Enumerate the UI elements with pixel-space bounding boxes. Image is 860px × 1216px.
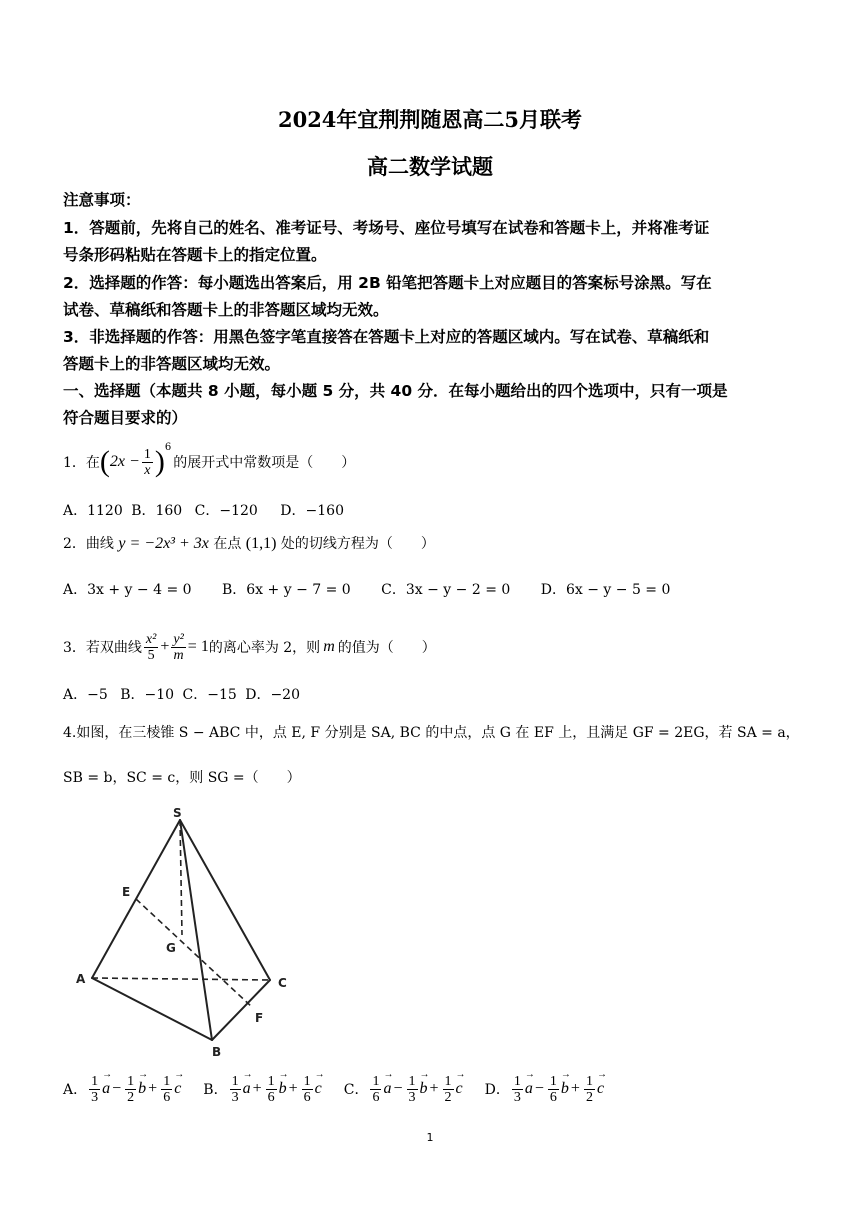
section-heading-line-2: 符合题目要求的） [63,409,188,427]
label-e: E [122,885,131,899]
notice-heading: 注意事项： [63,191,141,209]
q2-option-c: C．3x − y − 2 = 0 [381,582,511,598]
label-b: B [212,1045,222,1059]
q1-exponent: 6 [164,442,172,453]
label-a: A [76,972,86,986]
label-s: S [173,806,182,820]
q3-suffix-a: 的离心率为 2，则 [208,640,321,656]
q2-prefix: 2．曲线 [63,536,114,552]
q2-suffix: 处的切线方程为（ ） [280,536,435,552]
q1-option-c: C．−120 [194,503,258,519]
tetrahedron-figure [60,800,320,1070]
q3-suffix-b: 的值为（ ） [337,640,436,656]
notice-item-1-line-1: 1．答题前，先将自己的姓名、准考证号、考场号、座位号填写在试卷和答题卡上，并将准考证 [63,219,710,237]
q3-eq: = 1 [187,638,209,655]
notice-item-2-line-2: 试卷、草稿纸和答题卡上的非答题区域均无效。 [63,301,389,319]
exam-subtitle: 高二数学试题 [367,154,493,179]
notice-item-3-line-2: 答题卡上的非答题区域均无效。 [63,355,281,373]
q2-option-d: D．6x − y − 5 = 0 [540,582,671,598]
page-number: 1 [426,1131,434,1144]
notice-item-1-line-2: 号条形码粘贴在答题卡上的指定位置。 [63,246,327,264]
q3-option-b: B．−10 [120,687,175,703]
q2-option-b: B．6x + y − 7 = 0 [221,582,351,598]
q3-fraction-x: $\frac{\text{x²}}{5}$ [145,631,157,663]
q1-expr: 2x − [109,453,140,470]
q2-point: (1,1) [245,535,277,552]
q1-option-b: B．160 [131,503,183,519]
label-f: F [255,1011,264,1025]
question-1: 1．在 ( 2x − $\frac{1}{x}$ ) 6 的展开式中常数项是（ ） [63,442,356,478]
label-c: C [278,976,287,990]
q1-suffix: 的展开式中常数项是（ ） [173,455,356,471]
q1-option-a: A．1120 [63,503,123,519]
q3-plus: + [160,638,170,655]
q1-options [63,500,362,520]
notice-item-2-line-1: 2．选择题的作答：每小题选出答案后，用 2B 铅笔把答题卡上对应题目的答案标号涂黑。写在 [63,274,712,292]
q4-option-d: D． $\frac{1}{3}$ → a − $\frac{1}{6}$ → b + $\frac{1}{2}$ → c [485,1074,604,1105]
label-g: G [166,941,176,955]
q4-option-c: C． $\frac{1}{6}$ → a − $\frac{1}{3}$ → b + $\frac{1}{2}$ → c [344,1074,463,1105]
q3-prefix: 3．若双曲线 [63,640,142,656]
question-3 [63,626,436,668]
q1-fraction: $\frac{1}{x}$ [143,446,151,478]
q3-option-d: D．−20 [245,687,300,703]
section-heading-line-1: 一、选择题（本题共 8 小题，每小题 5 分，共 40 分．在每小题给出的四个选项中，只有一项是 [63,382,728,400]
question-4-line-1: 4.如图，在三棱锥 S − ABC 中，点 E, F 分别是 SA, BC 的中点，点 G 在 EF 上，且满足 GF = 2EG，若 SA = a， [63,725,800,741]
q3-var: m [323,638,335,655]
question-4-line-2: SB = b，SC = c，则 SG =（ ） [63,770,301,786]
q4-option-b: B． $\frac{1}{3}$ → a + $\frac{1}{6}$ → b + $\frac{1}{6}$ → c [203,1074,321,1105]
q4-option-a: A． $\frac{1}{3}$ → a − $\frac{1}{2}$ → b + $\frac{1}{6}$ → c [63,1074,181,1105]
q2-expr: y = −2x³ + 3x [118,535,209,552]
q3-options [63,684,318,704]
q2-option-a: A．3x + y − 4 = 0 [63,582,192,598]
q3-option-a: A．−5 [63,687,108,703]
q1-prefix: 1．在 [63,455,100,471]
q4-options [63,1066,604,1112]
q3-option-c: C．−15 [182,687,237,703]
notice-item-3-line-1: 3．非选择题的作答：用黑色签字笔直接答在答题卡上对应的答题区域内。写在试卷、草稿纸和 [63,328,710,346]
q2-options [63,579,688,599]
q1-option-d: D．−160 [280,503,344,519]
question-2 [63,533,435,553]
q3-fraction-y: $\frac{\text{y²}}{m}$ [173,631,184,663]
q2-mid: 在点 [213,536,242,552]
exam-title: 2024年宜荆荆随恩高二5月联考 [277,107,583,132]
